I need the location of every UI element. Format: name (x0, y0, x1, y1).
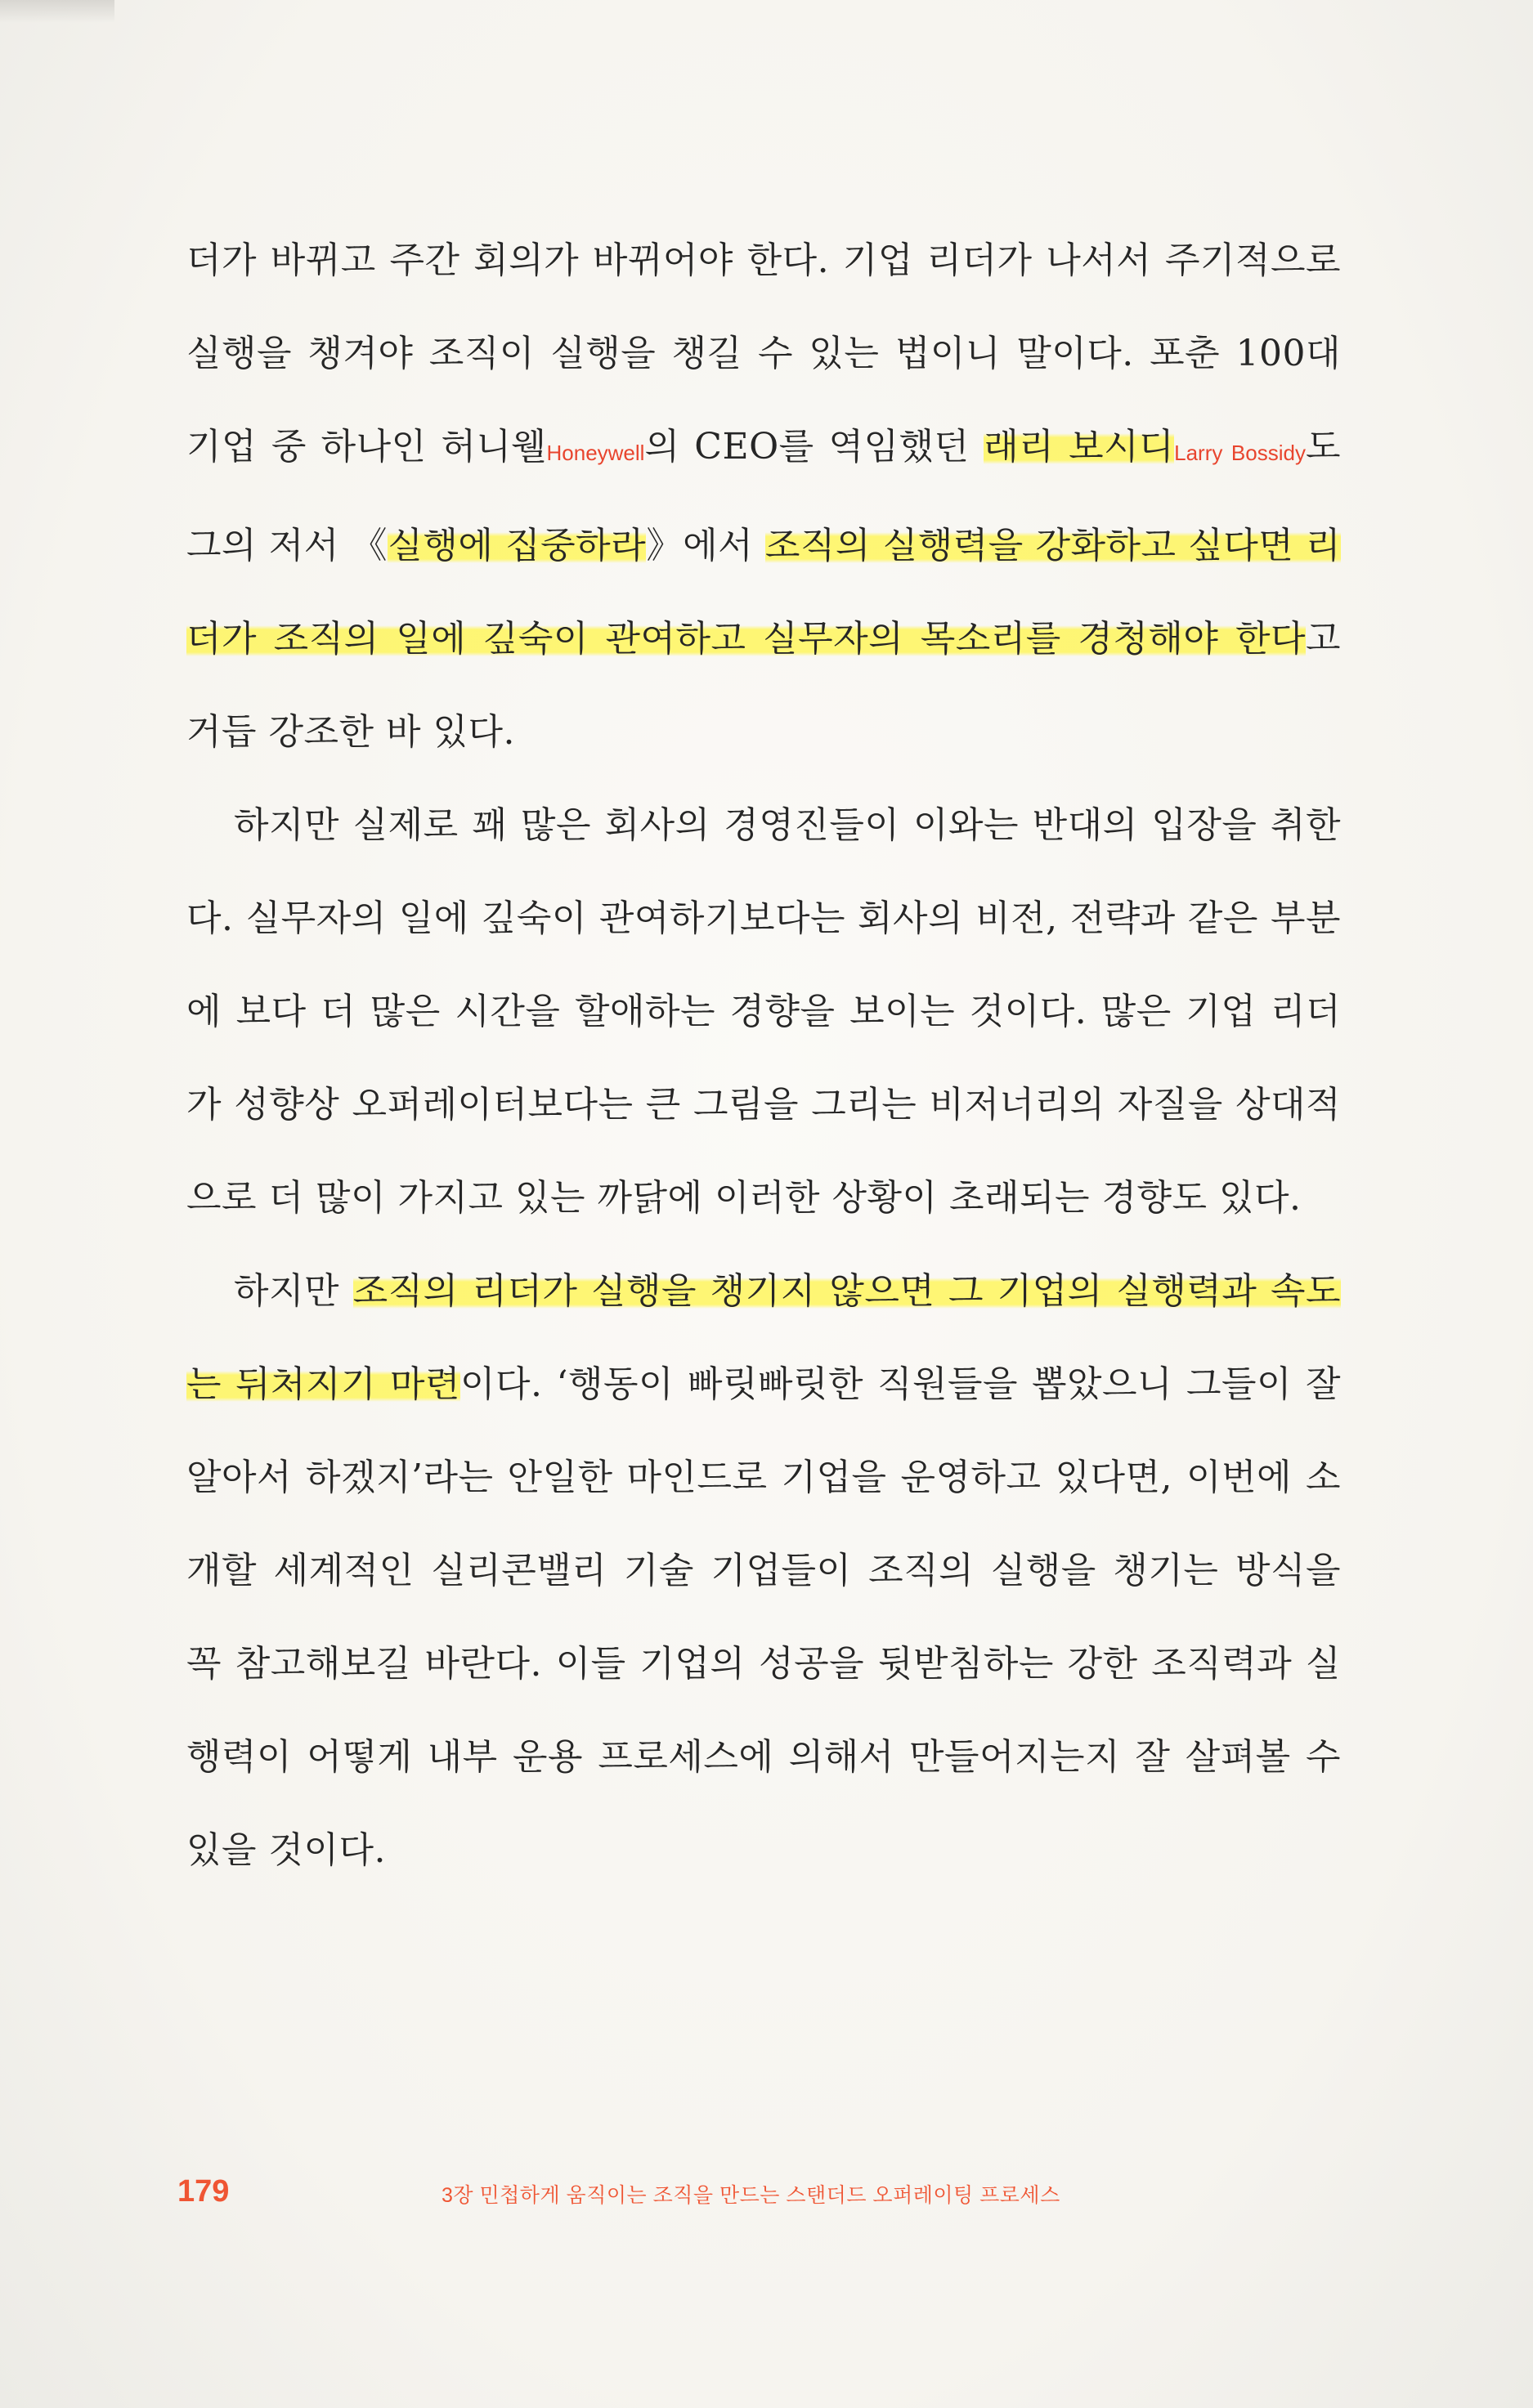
paragraph-3 (186, 1245, 1341, 1897)
page-number: 179 (177, 2174, 230, 2209)
text-run: 도 그의 저서 《 (186, 426, 1341, 566)
text-run: 》에서 (646, 525, 765, 566)
highlighted-text: 조직의 실행력을 강화하고 싶다면 리더가 조직의 일에 깊숙이 관여하고 실무자의 목소리를 경청해야 한다 (186, 525, 1342, 660)
paragraph-2 (186, 779, 1341, 1245)
page-footer (0, 2174, 1533, 2223)
english-annotation: Larry Bossidy (1174, 441, 1306, 465)
running-chapter-title: 3장 민첩하게 움직이는 조직을 만드는 스탠더드 오퍼레이팅 프로세스 (442, 2184, 1060, 2207)
page-corner-shadow (0, 0, 114, 23)
english-annotation: Honeywell (546, 441, 645, 465)
text-run: 더가 바뀌고 주간 회의가 바뀌어야 한다. 기업 리더가 나서서 주기적으로 실행을 챙겨야 조직이 실행을 챙길 수 있는 법이니 말이다. 포춘 100대 기업 중 하나인 허니웰 (186, 239, 1341, 468)
text-run: 의 CEO를 역임했던 (644, 426, 984, 468)
highlighted-text: 래리 보시디 (984, 426, 1175, 468)
highlighted-text: 조직의 리더가 실행을 챙기지 않으면 그 기업의 실행력과 속도는 뒤처지기 마련 (186, 1270, 1341, 1405)
body-text (186, 214, 1341, 1897)
text-run: 하지만 (234, 1270, 353, 1312)
text-run: 이다. ‘행동이 빠릿빠릿한 직원들을 뽑았으니 그들이 잘 알아서 하겠지’라는 안일한 마인드로 기업을 운영하고 있다면, 이번에 소개할 세계적인 실리콘밸리 기술 기업들이 조직의 실행을 챙기는 방식을 꼭 참고해보길 바란다. 이들 기업의 성공을 뒷받침하는 강한 조직력과 실행력이 어떻게 내부 운용 프로세스에 의해서 만들어지는지 잘 살펴볼 수 있을 것이다. (186, 1363, 1342, 1871)
highlighted-text: 실행에 집중하라 (388, 525, 647, 566)
text-run: 하지만 실제로 꽤 많은 회사의 경영진들이 이와는 반대의 입장을 취한다. 실무자의 일에 깊숙이 관여하기보다는 회사의 비전, 전략과 같은 부분에 보다 더 많은 시간을 할애하는 경향을 보이는 것이다. 많은 기업 리더가 성향상 오퍼레이터보다는 큰 그림을 그리는 비저너리의 자질을 상대적으로 더 많이 가지고 있는 까닭에 이러한 상황이 초래되는 경향도 있다. (186, 804, 1341, 1219)
text-run: 고 거듭 강조한 바 있다. (186, 618, 1341, 753)
paragraph-1 (186, 214, 1341, 779)
